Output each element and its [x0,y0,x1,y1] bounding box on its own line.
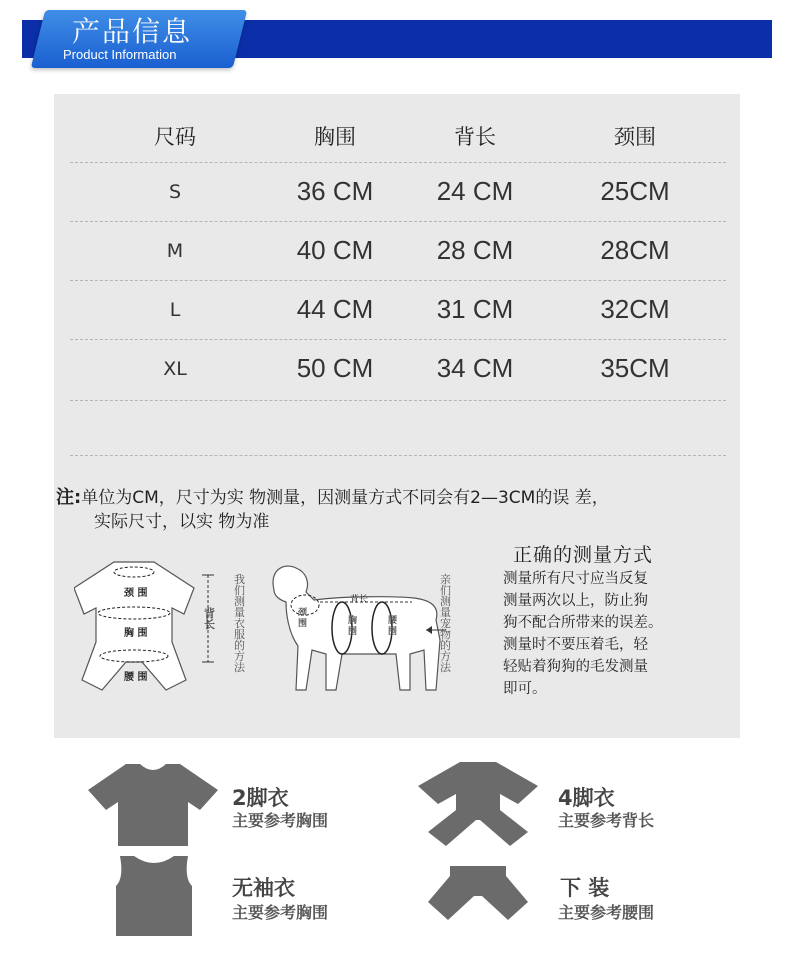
table-row [70,339,726,398]
size-table [70,110,726,398]
method-line: 轻贴着狗狗的毛发测量 [503,659,648,675]
chest-cell: 36 CM [296,176,374,206]
size-cell: S [168,180,182,203]
dog-label-neck: 颈围 [298,608,308,629]
neck-cell: 28CM [600,235,670,265]
method-line: 即可。 [503,681,547,697]
col-header-size: 尺码 [154,125,196,149]
size-cell: L [169,298,181,321]
category-desc: 主要参考胸围 [232,903,329,922]
page-subtitle: Product Information [63,47,177,62]
neck-cell: 25CM [600,176,670,206]
dog-label-waist: 腰围 [388,616,398,637]
category-desc: 主要参考背长 [558,811,655,830]
method-text [503,568,713,700]
table-row [70,162,726,221]
back-cell: 28 CM [436,235,514,265]
dog-label-chest: 胸围 [348,616,358,637]
divider [70,400,726,401]
table-row [70,280,726,339]
category-name: 下 装 [560,876,610,900]
chest-cell: 50 CM [296,353,374,383]
size-note [56,486,609,534]
back-cell: 34 CM [436,353,514,383]
chest-cell: 44 CM [296,294,374,324]
back-cell: 24 CM [436,176,514,206]
divider [70,455,726,456]
category-name: 4脚衣 [558,786,615,810]
garment-label-back: 背长 [204,607,215,631]
note-line-1: 单位为CM，尺寸为实 物测量，因测量方式不同会有2—3CM的误 差， [81,488,609,508]
method-line: 测量时不要压着毛，轻 [503,637,648,653]
page-title: 产品信息 [72,15,193,48]
category-desc: 主要参考胸围 [232,811,329,830]
table-header-row [70,110,726,162]
col-header-neck: 颈围 [614,125,656,149]
garment-label-waist: 腰 围 [124,672,148,683]
category-desc: 主要参考腰围 [558,903,655,922]
col-header-chest: 胸围 [314,125,356,149]
garment-label-neck: 颈 围 [124,588,148,599]
tshirt-icon [88,762,218,846]
category-name: 无袖衣 [232,876,295,900]
back-cell: 31 CM [436,294,514,324]
category-name: 2脚衣 [232,786,289,810]
note-label: 注: [56,487,82,508]
measurement-illustration [74,550,494,710]
dog-caption: 亲们测量宠物的方法 [440,573,451,674]
garment-label-chest: 胸 围 [124,628,148,639]
table-row [70,221,726,280]
method-line: 狗不配合所带来的误差。 [503,615,663,631]
dog-label-back: 背长 [350,595,369,605]
vest-icon [114,856,194,936]
size-cell: XL [163,357,187,380]
col-header-back: 背长 [454,125,496,149]
clothes-caption: 我们测量衣服的方法 [234,573,245,674]
four-leg-suit-icon [418,762,538,846]
note-line-2: 实际尺寸，以实 物为准 [94,512,270,532]
neck-cell: 35CM [600,353,670,383]
chest-cell: 40 CM [296,235,374,265]
size-cell: M [166,239,184,262]
neck-cell: 32CM [600,294,670,324]
method-line: 测量所有尺寸应当反复 [503,571,648,587]
method-line: 测量两次以上，防止狗 [503,593,648,609]
pants-icon [428,866,528,926]
method-title: 正确的测量方式 [513,544,654,566]
